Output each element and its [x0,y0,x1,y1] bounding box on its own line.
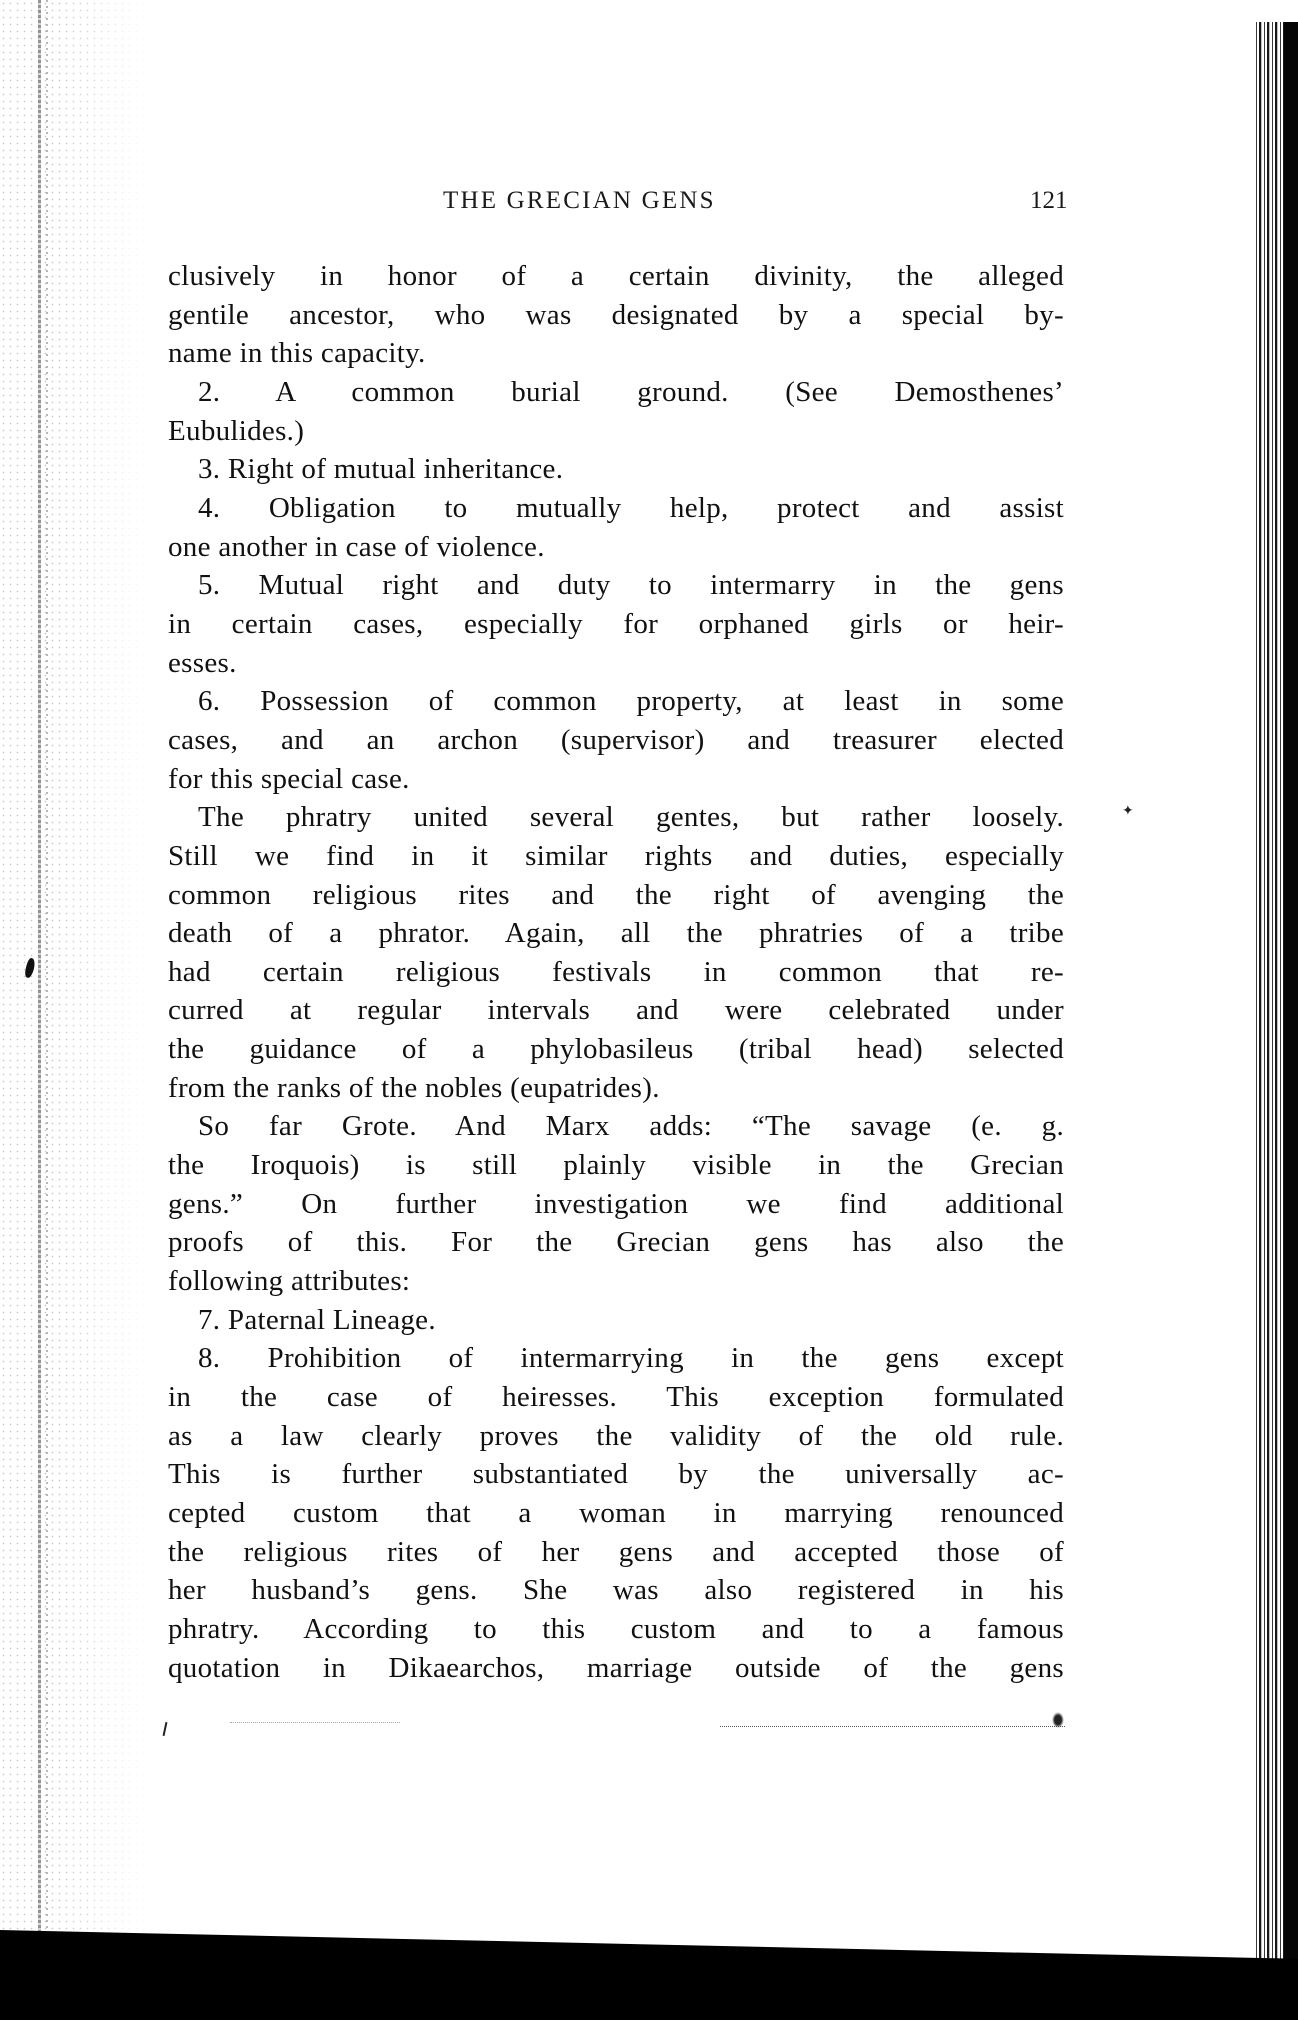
footer-speck-dots [230,1722,400,1724]
text-line: The phratry united several gentes, but rather loosely. [198,801,1064,834]
text-line: clusively in honor of a certain divinity, the alleged [168,260,1064,292]
text-line: gentile ancestor, who was designated by a special by- [168,298,1064,331]
text-line: cepted custom that a woman in marrying renounced [168,1497,1064,1529]
body-text [168,257,1064,1687]
footer-ink-mark [1052,1712,1064,1728]
text-line: 4. Obligation to mutually help, protect and assist [198,491,1064,524]
text-line: proofs of this. For the Grecian gens has also the [168,1226,1064,1259]
text-line: in certain cases, especially for orphaned girls or heir- [168,607,1064,640]
footer-speck [163,1722,168,1736]
text-line: death of a phrator. Again, all the phratries of a tribe [168,917,1064,950]
text-line: curred at regular intervals and were celebrated under [168,994,1064,1027]
text-line: 5. Mutual right and duty to intermarry in the gens [198,569,1064,602]
scanner-bottom-edge [0,1930,1298,2020]
running-head: THE GRECIAN GENS [443,187,716,214]
text-line: the guidance of a phylobasileus (tribal head) selected [168,1033,1064,1066]
book-spine-edge [38,0,41,1940]
text-line: cases, and an archon (supervisor) and treasurer elected [168,723,1064,756]
text-line: phratry. According to this custom and to a famous [168,1612,1064,1645]
text-line: in the case of heiresses. This exception formulated [168,1381,1064,1414]
text-line: quotation in Dikaearchos, marriage outside of the gens [168,1651,1064,1684]
text-line: 2. A common burial ground. (See Demosthenes’ [198,375,1064,408]
footer-dotted-rule [720,1726,1065,1728]
text-line: had certain religious festivals in common that re- [168,955,1064,988]
text-line: common religious rites and the right of avenging the [168,878,1064,911]
text-line: for this special case. [168,762,410,795]
text-line: from the ranks of the nobles (eupatrides). [168,1071,660,1104]
text-line: 8. Prohibition of intermarrying in the gens except [198,1342,1064,1375]
text-line: one another in case of violence. [168,530,545,563]
page-number: 121 [1030,187,1068,214]
text-line: esses. [168,646,237,679]
scan-gutter-shading [0,0,150,1940]
text-line: So far Grote. And Marx adds: “The savage (e. g. [198,1110,1064,1143]
text-line: This is further substantiated by the universally ac- [168,1458,1064,1491]
text-line: Still we find in it similar rights and duties, especially [168,839,1064,872]
text-line: as a law clearly proves the validity of the old rule. [168,1419,1064,1452]
text-line: 3. Right of mutual inheritance. [198,453,564,486]
book-spine-edge-secondary [46,0,48,1940]
margin-mark-icon: ✦ [1122,803,1134,819]
text-line: name in this capacity. [168,337,426,370]
text-line: Eubulides.) [168,414,305,447]
text-line: the Iroquois) is still plainly visible in the Grecian [168,1149,1064,1182]
text-line: gens.” On further investigation we find additional [168,1187,1064,1220]
page-stack-edge [1254,22,1298,1972]
text-line: her husband’s gens. She was also registered in his [168,1574,1064,1607]
text-line: following attributes: [168,1265,411,1298]
text-line: 7. Paternal Lineage. [198,1303,436,1336]
text-line: the religious rites of her gens and accepted those of [168,1535,1064,1568]
text-line: 6. Possession of common property, at least in some [198,685,1064,718]
